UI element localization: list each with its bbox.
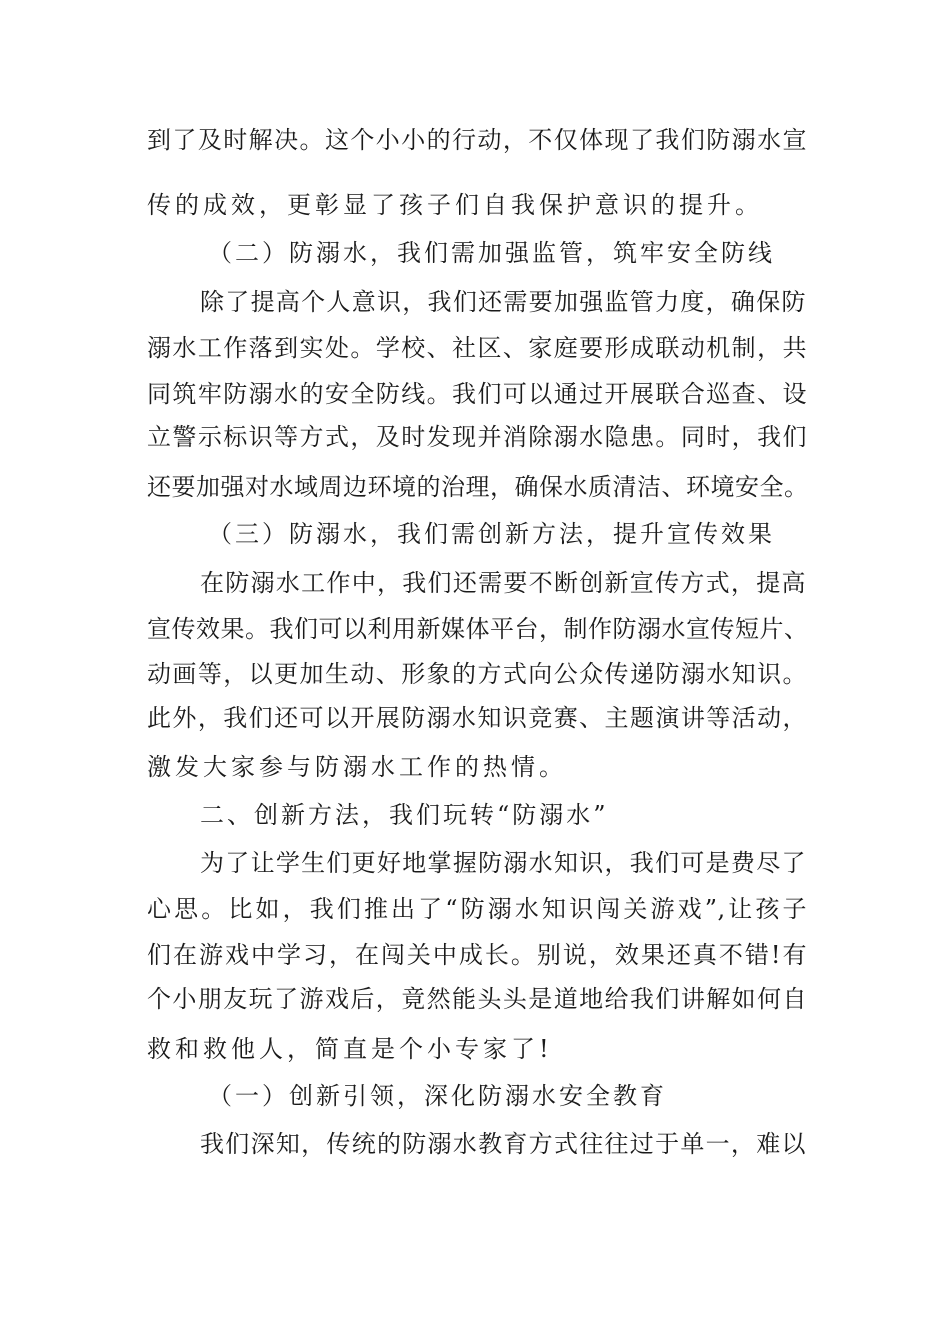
paragraph-line: 们在游戏中学习，在闯关中成长。别说，效果还真不错!有	[147, 941, 807, 969]
paragraph-line: 除了提高个人意识，我们还需要加强监管力度，确保防	[200, 288, 806, 316]
paragraph-line: 在防溺水工作中，我们还需要不断创新宣传方式，提高	[200, 569, 806, 597]
paragraph-line: 救和救他人，简直是个小专家了!	[147, 1035, 553, 1063]
paragraph-line: 我们深知，传统的防溺水教育方式往往过于单一，难以	[200, 1130, 806, 1158]
paragraph-line: 宣传效果。我们可以利用新媒体平台，制作防溺水宣传短片、	[147, 615, 809, 643]
paragraph-line: 立警示标识等方式，及时发现并消除溺水隐患。同时，我们	[147, 423, 807, 451]
section-heading: （三）防溺水，我们需创新方法，提升宣传效果	[208, 520, 775, 548]
paragraph-line: 动画等，以更加生动、形象的方式向公众传递防溺水知识。	[147, 660, 807, 688]
paragraph-line: 心思。比如，我们推出了“防溺水知识闯关游戏”,让孩子	[147, 895, 807, 923]
section-heading: （一）创新引领，深化防溺水安全教育	[208, 1082, 667, 1110]
paragraph-line: 传的成效，更彰显了孩子们自我保护意识的提升。	[147, 191, 763, 219]
paragraph-line: 溺水工作落到实处。学校、社区、家庭要形成联动机制，共	[147, 334, 807, 362]
section-heading: （二）防溺水，我们需加强监管，筑牢安全防线	[208, 239, 775, 267]
paragraph-line: 同筑牢防溺水的安全防线。我们可以通过开展联合巡查、设	[147, 380, 807, 408]
paragraph-line: 个小朋友玩了游戏后，竟然能头头是道地给我们讲解如何自	[147, 985, 807, 1013]
section-heading: 二、创新方法，我们玩转“防溺水”	[200, 801, 609, 829]
paragraph-line: 激发大家参与防溺水工作的热情。	[147, 753, 567, 781]
paragraph-line: 还要加强对水域周边环境的治理，确保水质清洁、环境安全。	[147, 473, 809, 501]
paragraph-line: 为了让学生们更好地掌握防溺水知识，我们可是费尽了	[200, 849, 806, 877]
paragraph-line: 到了及时解决。这个小小的行动，不仅体现了我们防溺水宣	[147, 126, 807, 154]
paragraph-line: 此外，我们还可以开展防溺水知识竞赛、主题演讲等活动，	[147, 704, 807, 732]
